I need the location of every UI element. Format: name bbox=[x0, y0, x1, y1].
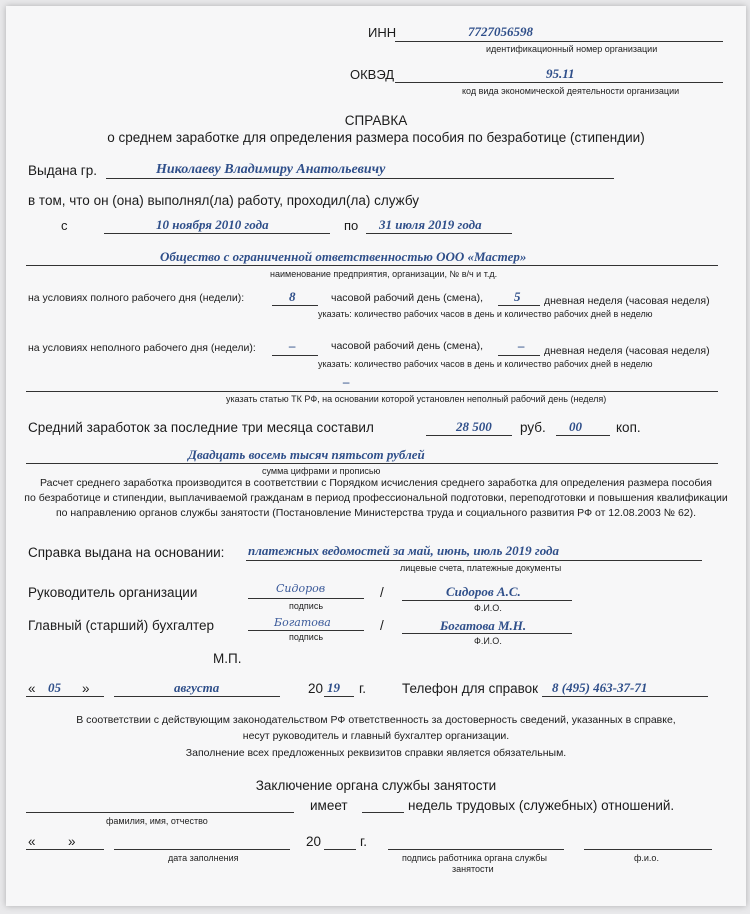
part-time-days: – bbox=[518, 338, 525, 353]
full-time-days: 5 bbox=[514, 289, 521, 304]
full-time-caption: указать: количество рабочих часов в день и количество рабочих дней в неделю bbox=[318, 309, 653, 319]
conclusion-fio-line bbox=[26, 812, 294, 813]
date-month-line bbox=[114, 696, 280, 697]
full-time-hours-line bbox=[272, 305, 318, 306]
full-time-days-text: дневная неделя (часовая неделя) bbox=[544, 295, 710, 307]
conclusion-fio-caption: фамилия, имя, отчество bbox=[106, 816, 208, 826]
period-from: 10 ноября 2010 года bbox=[156, 217, 269, 232]
director-sign-caption: подпись bbox=[289, 601, 324, 611]
okved-value: 95.11 bbox=[546, 66, 575, 81]
date-day: 05 bbox=[48, 680, 61, 695]
period-from-line bbox=[104, 233, 330, 234]
salary-kop-line bbox=[556, 435, 610, 436]
calc-note-line-2: по безработице и стипендии, выплачиваемой гражданам в период профессиональной подготовки, переподготовки и повышения квалификации bbox=[24, 492, 728, 504]
inn-value: 7727056598 bbox=[468, 24, 533, 39]
conclusion-weeks-line bbox=[362, 812, 404, 813]
conclusion-open-quote: « bbox=[28, 834, 36, 849]
full-time-label: на условиях полного рабочего дня (недели): bbox=[28, 292, 245, 304]
full-time-days-line bbox=[498, 305, 540, 306]
date-month: августа bbox=[174, 680, 220, 695]
conclusion-date-caption: дата заполнения bbox=[168, 853, 239, 863]
date-year-line bbox=[324, 696, 354, 697]
phone-line bbox=[542, 696, 708, 697]
okved-caption: код вида экономической деятельности организации bbox=[462, 86, 680, 96]
okved-label: ОКВЭД bbox=[350, 67, 395, 82]
part-time-article-caption: указать статью ТК РФ, на основании которой установлен неполный рабочий день (неделя) bbox=[226, 394, 607, 404]
accountant-sign-line bbox=[248, 630, 364, 631]
conclusion-year-prefix: 20 bbox=[306, 834, 322, 849]
full-time-hours: 8 bbox=[289, 289, 296, 304]
stamp-place: М.П. bbox=[213, 651, 242, 666]
part-time-days-text: дневная неделя (часовая неделя) bbox=[544, 345, 710, 357]
date-year-prefix: 20 bbox=[308, 681, 324, 696]
issued-line bbox=[106, 178, 614, 179]
director-signature: Сидоров bbox=[276, 582, 326, 595]
conclusion-sign-caption-1: подпись работника органа службы bbox=[402, 853, 547, 863]
salary-rub-label: руб. bbox=[520, 420, 546, 435]
date-open-quote: « bbox=[28, 681, 36, 696]
director-name-line bbox=[402, 600, 572, 601]
basis-caption: лицевые счета, платежные документы bbox=[400, 563, 562, 573]
period-to-line bbox=[366, 233, 512, 234]
conclusion-fio-short-line bbox=[584, 849, 712, 850]
salary-words: Двадцать восемь тысяч пятьсот рублей bbox=[188, 447, 425, 462]
doc-title: СПРАВКА bbox=[344, 113, 408, 128]
date-day-line bbox=[26, 696, 104, 697]
accountant-slash: / bbox=[380, 618, 384, 633]
salary-caption: сумма цифрами и прописью bbox=[262, 466, 381, 476]
date-year: 19 bbox=[327, 680, 340, 695]
issued-name: Николаеву Владимиру Анатольевичу bbox=[156, 162, 386, 177]
phone-label: Телефон для справок bbox=[402, 681, 539, 696]
conclusion-title: Заключение органа службы занятости bbox=[255, 778, 497, 793]
salary-rub: 28 500 bbox=[456, 419, 492, 434]
inn-label: ИНН bbox=[368, 25, 397, 40]
inn-caption: идентификационный номер организации bbox=[486, 44, 658, 54]
accountant-name: Богатова М.Н. bbox=[440, 618, 527, 633]
part-time-hours: – bbox=[289, 338, 296, 353]
conclusion-sign-caption-2: занятости bbox=[452, 864, 494, 874]
date-close-quote: » bbox=[82, 681, 90, 696]
calc-note-line-3: по направлению органов службы занятости (Постановление Министерства труда и социального развития РФ от 12.08.2003 № 62). bbox=[55, 507, 697, 519]
director-slash: / bbox=[380, 585, 384, 600]
conclusion-year-line bbox=[324, 849, 356, 850]
conclusion-weeks-text: недель трудовых (служебных) отношений. bbox=[408, 798, 675, 813]
conclusion-year-suffix: г. bbox=[360, 834, 368, 849]
part-time-caption: указать: количество рабочих часов в день и количество рабочих дней в неделю bbox=[318, 359, 653, 369]
certificate-page bbox=[6, 6, 746, 906]
director-label: Руководитель организации bbox=[28, 585, 198, 600]
work-text: в том, что он (она) выполнял(ла) работу, проходил(ла) службу bbox=[28, 193, 420, 208]
part-time-article-line bbox=[26, 391, 718, 392]
part-time-hours-text: часовой рабочий день (смена), bbox=[331, 340, 484, 352]
basis-line bbox=[246, 560, 702, 561]
legal-note-line-2: несут руководитель и главный бухгалтер организации. bbox=[242, 730, 510, 742]
organization-name: Общество с ограниченной ответственностью ООО «Мастер» bbox=[160, 249, 527, 264]
issued-label: Выдана гр. bbox=[28, 163, 97, 178]
full-time-hours-text: часовой рабочий день (смена), bbox=[331, 292, 484, 304]
part-time-days-line bbox=[498, 355, 540, 356]
period-to-label: по bbox=[344, 218, 359, 233]
legal-note-line-3: Заполнение всех предложенных реквизитов справки является обязательным. bbox=[185, 747, 567, 759]
director-name-caption: Ф.И.О. bbox=[474, 603, 502, 613]
calc-note-line-1: Расчет среднего заработка производится в соответствии с Порядком исчисления среднего заработка для определения размера пособия bbox=[40, 477, 712, 489]
conclusion-month-line bbox=[114, 849, 290, 850]
salary-words-line bbox=[26, 463, 718, 464]
conclusion-close-quote: » bbox=[68, 834, 76, 849]
director-sign-line bbox=[248, 598, 364, 599]
date-year-suffix: г. bbox=[359, 681, 367, 696]
basis-value: платежных ведомостей за май, июнь, июль 2019 года bbox=[248, 543, 559, 558]
doc-subtitle: о среднем заработке для определения размера пособия по безработице (стипендии) bbox=[107, 130, 645, 145]
director-name: Сидоров А.С. bbox=[446, 584, 521, 599]
part-time-article: – bbox=[343, 374, 350, 389]
accountant-sign-caption: подпись bbox=[289, 632, 324, 642]
accountant-name-line bbox=[402, 633, 572, 634]
salary-label: Средний заработок за последние три месяца составил bbox=[28, 420, 374, 435]
okved-line bbox=[395, 82, 723, 83]
salary-kop-label: коп. bbox=[616, 420, 641, 435]
period-to: 31 июля 2019 года bbox=[379, 217, 482, 232]
accountant-name-caption: Ф.И.О. bbox=[474, 636, 502, 646]
part-time-label: на условиях неполного рабочего дня (недели): bbox=[28, 342, 256, 354]
phone-value: 8 (495) 463-37-71 bbox=[552, 680, 648, 695]
part-time-hours-line bbox=[272, 355, 318, 356]
accountant-label: Главный (старший) бухгалтер bbox=[28, 618, 215, 633]
accountant-signature: Богатова bbox=[274, 616, 331, 629]
inn-line bbox=[395, 41, 723, 42]
conclusion-fio-short-caption: ф.и.о. bbox=[634, 853, 659, 863]
legal-note-line-1: В соответствии с действующим законодательством РФ ответственность за достоверность сведений, указанных в справке, bbox=[76, 714, 676, 726]
conclusion-has: имеет bbox=[310, 798, 348, 813]
conclusion-day-line bbox=[26, 849, 104, 850]
salary-kop: 00 bbox=[569, 419, 582, 434]
salary-rub-line bbox=[426, 435, 512, 436]
period-from-label: с bbox=[61, 218, 68, 233]
basis-label: Справка выдана на основании: bbox=[28, 545, 225, 560]
organization-line bbox=[26, 265, 718, 266]
organization-caption: наименование предприятия, организации, № в/ч и т.д. bbox=[270, 269, 498, 279]
conclusion-sign-line bbox=[388, 849, 564, 850]
